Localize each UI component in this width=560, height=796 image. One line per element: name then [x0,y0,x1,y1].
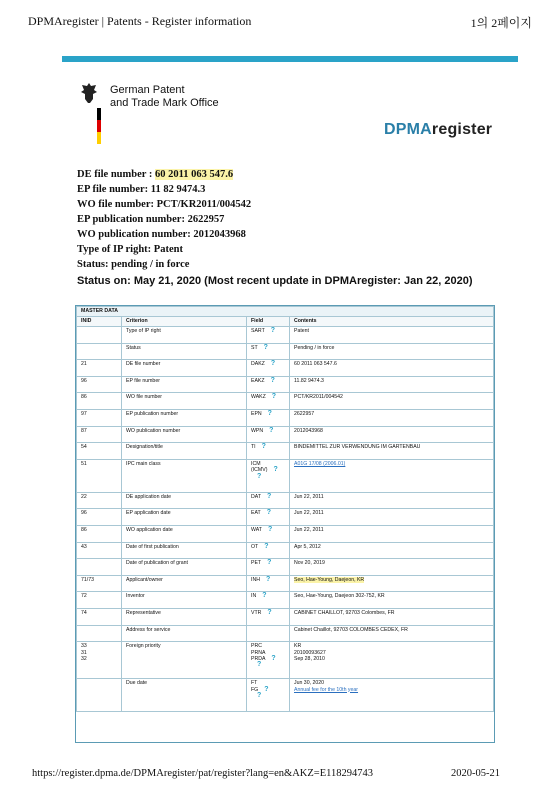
cell-line: Patent [294,328,309,334]
field-code-text: WPN [251,427,264,434]
cell-line: 21 [81,361,87,368]
field-cell [247,509,290,526]
criterion-cell: Inventor [122,592,247,609]
table-row [77,592,494,609]
table-row [77,327,494,344]
table-row [77,393,494,410]
cell-line: KR [294,643,302,650]
cell-line: 96 [81,377,87,384]
help-icon[interactable]: ? [267,559,272,567]
help-icon[interactable]: ? [267,525,273,533]
inid-cell [77,327,122,344]
criterion-cell: Designation/title [122,443,247,460]
flag-black [97,108,101,120]
cell-line: Jun 22, 2011 [294,493,324,500]
cell-line: 43 [81,543,87,550]
field-cell [247,376,290,393]
master-data-table [75,305,495,743]
contents-cell [290,459,494,492]
field-code-text: PRDA [251,655,266,662]
criterion-cell: Type of IP right [122,327,247,344]
cell-line: Jun 30, 2020 [294,680,324,687]
contents-cell [290,376,494,393]
field-code-text: FG [251,686,259,693]
field-code-text: EAT [251,510,261,517]
cell-line: 97 [81,410,87,417]
help-icon[interactable]: ? [257,691,262,699]
inid-cell [77,592,122,609]
help-icon[interactable]: ? [265,575,271,583]
de-file-number [77,167,251,182]
contents-cell [290,625,494,642]
cell-line: 71/73 [81,576,94,583]
field-code-text: OT [251,543,259,550]
contents-cell [290,327,494,344]
criterion-cell: Status [122,343,247,360]
criterion-cell: WO file number [122,393,247,410]
field-cell [247,409,290,426]
help-icon[interactable]: ? [270,376,275,384]
ep-publication-number: EP publication number: 2622957 [77,214,225,225]
field-code [251,560,285,566]
cell-line: 33 [81,643,87,650]
table-row [77,492,494,509]
table-row [77,559,494,576]
cell-line: 72 [81,593,87,600]
contents-cell [290,642,494,679]
field-code-text: SART [251,328,265,334]
inid-cell [77,393,122,410]
cell-line: PCT/KR2011/004542 [294,394,343,401]
field-code [251,345,285,351]
cell-line: Pending / in force [294,344,335,351]
cell-line: Sep 28, 2010 [294,655,325,662]
field-code-text: WAKZ [251,394,266,401]
field-code-text: EAKZ [251,377,265,384]
brand-logo [384,121,492,139]
field-code [251,394,285,400]
field-code-text: PRNA [251,649,266,656]
help-icon[interactable]: ? [261,443,266,451]
field-cell [247,525,290,542]
help-icon[interactable]: ? [267,409,272,417]
office-line-2: and Trade Mark Office [110,97,219,109]
field-code-text: FT [251,680,258,687]
field-code-text: DAKZ [251,361,265,368]
cell-line: 20100093627 [294,649,326,656]
ep-file-number: EP file number: 11 82 9474.3 [77,184,206,195]
help-icon[interactable]: ? [264,685,269,693]
field-code [251,610,285,616]
table-row [77,575,494,592]
contents-cell [290,542,494,559]
field-code [251,577,285,583]
inid-cell [77,509,122,526]
inid-cell [77,575,122,592]
contents-cell [290,409,494,426]
criterion-cell: EP file number [122,376,247,393]
field-code-text: PET [251,560,262,567]
wo-publication-number: WO publication number: 2012043968 [77,229,246,240]
de-file-label: DE file number : [77,169,153,180]
criterion-cell: WO publication number [122,426,247,443]
table-row [77,426,494,443]
inid-cell [77,525,122,542]
cell-line: 22 [81,493,87,500]
cell-line: 86 [81,394,87,401]
table-row [77,679,494,712]
criterion-cell: Date of first publication [122,542,247,559]
cell-line: Nov 20, 2019 [294,560,325,567]
header-title: DPMAregister | Patents - Register information [28,14,252,28]
cell-line: 2012043968 [294,427,323,434]
brand-prefix: DPMA [384,121,432,138]
field-cell [247,393,290,410]
field-code-text: EPN [251,410,262,417]
annual-fee-link[interactable]: Annual fee for the 10th year [294,686,359,693]
cell-line: 86 [81,526,87,533]
flag-stripe [97,108,101,144]
flag-gold [97,132,101,144]
inid-cell [77,343,122,360]
criterion-cell: IPC main class [122,459,247,492]
contents-cell [290,492,494,509]
field-code-text: WAT [251,526,262,533]
field-cell [247,642,290,679]
field-code [251,510,285,516]
field-cell [247,426,290,443]
wo-file-number: WO file number: PCT/KR2011/004542 [77,199,252,210]
file-info [77,167,251,272]
col-field: Field [247,317,290,327]
contents-cell [290,360,494,377]
field-cell [247,559,290,576]
table-row [77,642,494,679]
cell-line: 74 [81,609,87,616]
cell-line: 60 2011 063 547.6 [294,361,337,368]
help-icon[interactable]: ? [257,472,262,480]
field-cell [247,625,290,642]
field-cell [247,443,290,460]
page-footer [32,768,500,779]
table-row [77,459,494,492]
col-criterion: Criterion [122,317,247,327]
contents-cell [290,343,494,360]
criterion-cell: DE file number [122,360,247,377]
table-row [77,509,494,526]
inid-cell [77,409,122,426]
office-line-1: German Patent [110,84,185,96]
cell-line: 32 [81,655,87,662]
criterion-cell: Representative [122,608,247,625]
eagle-icon [80,82,98,104]
table-row [77,376,494,393]
help-icon[interactable]: ? [267,608,272,616]
field-code-text: VTR [251,609,262,616]
contents-cell [290,443,494,460]
inid-cell [77,443,122,460]
help-icon[interactable]: ? [262,592,267,600]
inid-cell [77,459,122,492]
field-code-text: ST [251,344,258,351]
flag-red [97,120,101,132]
help-icon[interactable]: ? [271,654,276,662]
field-cell [247,327,290,344]
status-on-line: Status on: May 21, 2020 (Most recent update in DPMAregister: Jan 22, 2020) [77,275,473,287]
col-inid: INID [77,317,122,327]
contents-cell [290,679,494,712]
criterion-cell: WO application date [122,525,247,542]
cell-line: 96 [81,510,87,517]
cell-line: CABINET CHAILLOT, 92703 Colombes, FR [294,609,395,616]
field-code [251,411,285,417]
field-code [251,544,285,550]
contents-cell [290,608,494,625]
field-cell [247,459,290,492]
inid-cell [77,360,122,377]
inid-cell [77,492,122,509]
field-cell [247,679,290,712]
de-file-value: 60 2011 063 547.6 [154,169,234,180]
criterion-cell: Date of publication of grant [122,559,247,576]
cell-line: 2622957 [294,410,315,417]
table-row [77,443,494,460]
field-cell [247,608,290,625]
field-code-text: DAT [251,493,261,500]
office-name [110,84,219,110]
field-code-text: INH [251,576,260,583]
accent-bar [62,56,518,62]
help-icon[interactable]: ? [269,426,274,434]
contents-cell [290,426,494,443]
field-code [251,328,285,334]
criterion-cell: EP publication number [122,409,247,426]
field-code [251,444,285,450]
help-icon[interactable]: ? [270,327,276,334]
criterion-cell: DE application date [122,492,247,509]
table-row [77,625,494,642]
help-icon[interactable]: ? [257,661,262,669]
help-icon[interactable]: ? [267,492,272,500]
field-code-text: IN [251,593,257,600]
inid-cell [77,376,122,393]
field-code [251,527,285,533]
field-code [251,593,285,599]
contents-cell [290,575,494,592]
inid-cell [77,426,122,443]
highlighted-value: Seo, Hae-Young, Daejeon, KR [294,576,365,583]
footer-url[interactable]: https://register.dpma.de/DPMAregister/pat/register?lang=en&AKZ=E118294743 [32,768,373,779]
field-code-text: TI [251,444,256,451]
contents-cell [290,393,494,410]
cell-line: 51 [81,460,87,467]
field-code-text: ICM [251,460,261,467]
cell-line: Apr 5, 2012 [294,543,321,550]
brand-suffix: register [431,121,493,138]
field-code [251,494,285,500]
cell-line: BINDEMITTEL ZUR VERWENDUNG IM GARTENBAU [294,444,421,451]
page-counter: 1의 2페이지 [470,16,532,30]
help-icon[interactable]: ? [270,360,276,368]
inid-cell [77,642,122,679]
criterion-cell: Foreign priority [122,642,247,679]
help-icon[interactable]: ? [271,393,277,401]
status-text: Status: pending / in force [77,259,190,270]
table-row [77,360,494,377]
page-header [28,14,532,29]
field-code-text: PRC [251,643,262,650]
criterion-cell: Due date [122,679,247,712]
table-row [77,409,494,426]
field-cell [247,360,290,377]
criterion-cell: EP application date [122,509,247,526]
cell-line: 11.82 9474.3 [294,377,324,384]
inid-cell [77,625,122,642]
table-row [77,343,494,360]
field-code [251,378,285,384]
col-contents: Contents [290,317,494,327]
cell-line: 31 [81,649,87,656]
field-cell [247,542,290,559]
field-code [251,428,285,434]
field-code [251,361,285,367]
inid-cell [77,679,122,712]
table-row [77,525,494,542]
field-cell [247,592,290,609]
footer-date: 2020-05-21 [451,768,500,779]
inid-cell [77,542,122,559]
cell-line: Seo, Hae-Young, Daejeon 302-752, KR [294,593,385,600]
field-code-text: (ICMV) [251,467,268,474]
inid-cell [77,559,122,576]
field-cell [247,492,290,509]
cell-line: Cabinet Chaillot, 92703 COLOMBES CEDEX, FR [294,626,408,633]
criterion-cell: Applicant/owner [122,575,247,592]
field-cell [247,575,290,592]
ipc-link[interactable]: A01G 17/08 (2006.01) [294,460,346,467]
contents-cell [290,525,494,542]
help-icon[interactable]: ? [264,542,269,550]
cell-line: 54 [81,444,87,451]
contents-cell [290,509,494,526]
cell-line: Jun 22, 2011 [294,526,324,533]
cell-line: Jun 22, 2011 [294,510,324,517]
help-icon[interactable]: ? [263,343,268,351]
help-icon[interactable]: ? [266,509,271,517]
table-row [77,542,494,559]
contents-cell [290,592,494,609]
cell-line: 87 [81,427,87,434]
help-icon[interactable]: ? [273,466,278,474]
field-cell [247,343,290,360]
table-title: MASTER DATA [77,307,494,317]
ip-right-type: Type of IP right: Patent [77,244,183,255]
criterion-cell: Address for service [122,625,247,642]
table-row [77,608,494,625]
inid-cell [77,608,122,625]
contents-cell [290,559,494,576]
